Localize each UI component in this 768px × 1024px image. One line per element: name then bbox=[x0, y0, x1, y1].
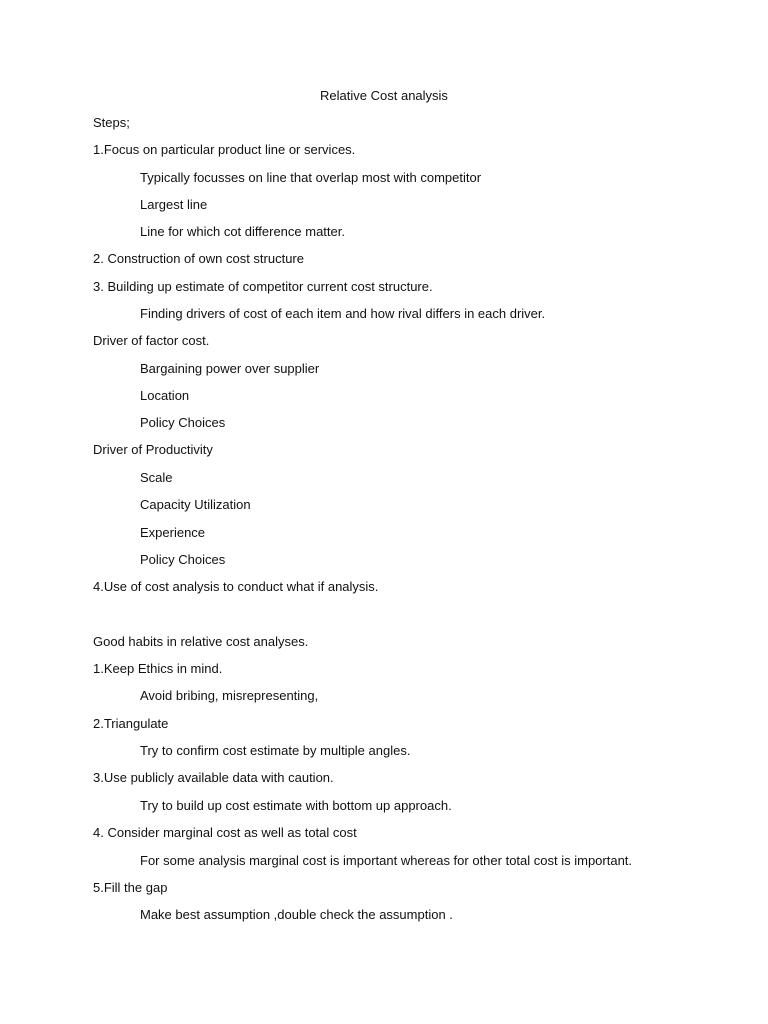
text-line-habit-5-detail: Make best assumption ,double check the assumption . bbox=[140, 907, 453, 922]
text-line-habit-1: 1.Keep Ethics in mind. bbox=[93, 661, 223, 676]
text-line-habit-4-detail: For some analysis marginal cost is important whereas for other total cost is important. bbox=[140, 853, 633, 868]
text-line-productivity-capacity: Capacity Utilization bbox=[140, 497, 251, 512]
text-line-step-2: 2. Construction of own cost structure bbox=[93, 251, 304, 266]
text-line-factor-policy: Policy Choices bbox=[140, 415, 226, 430]
text-line-step-1-detail-2: Largest line bbox=[140, 197, 208, 212]
text-line-good-habits-heading: Good habits in relative cost analyses. bbox=[93, 634, 309, 649]
text-line-step-3-detail: Finding drivers of cost of each item and how rival differs in each driver. bbox=[140, 306, 546, 321]
text-line-steps: Steps; bbox=[93, 115, 130, 130]
text-line-habit-3: 3.Use publicly available data with caution. bbox=[93, 770, 334, 785]
text-line-habit-3-detail: Try to build up cost estimate with bottom up approach. bbox=[140, 798, 452, 813]
document-title: Relative Cost analysis bbox=[320, 88, 448, 103]
text-line-driver-factor-cost: Driver of factor cost. bbox=[93, 333, 210, 348]
text-line-step-1-detail-3: Line for which cot difference matter. bbox=[140, 224, 345, 239]
text-line-productivity-scale: Scale bbox=[140, 470, 173, 485]
text-line-habit-5: 5.Fill the gap bbox=[93, 880, 168, 895]
text-line-productivity-experience: Experience bbox=[140, 525, 206, 540]
text-line-productivity-policy: Policy Choices bbox=[140, 552, 226, 567]
text-line-step-1: 1.Focus on particular product line or services. bbox=[93, 142, 356, 157]
text-line-step-3: 3. Building up estimate of competitor current cost structure. bbox=[93, 279, 433, 294]
text-line-driver-productivity: Driver of Productivity bbox=[93, 442, 213, 457]
text-line-factor-location: Location bbox=[140, 388, 190, 403]
text-line-habit-1-detail: Avoid bribing, misrepresenting, bbox=[140, 688, 319, 703]
text-line-step-1-detail-1: Typically focusses on line that overlap most with competitor bbox=[140, 170, 482, 185]
text-line-habit-4: 4. Consider marginal cost as well as total cost bbox=[93, 825, 357, 840]
text-line-habit-2: 2.Triangulate bbox=[93, 716, 169, 731]
text-line-factor-bargaining: Bargaining power over supplier bbox=[140, 361, 320, 376]
text-line-step-4: 4.Use of cost analysis to conduct what if analysis. bbox=[93, 579, 379, 594]
text-line-habit-2-detail: Try to confirm cost estimate by multiple angles. bbox=[140, 743, 411, 758]
